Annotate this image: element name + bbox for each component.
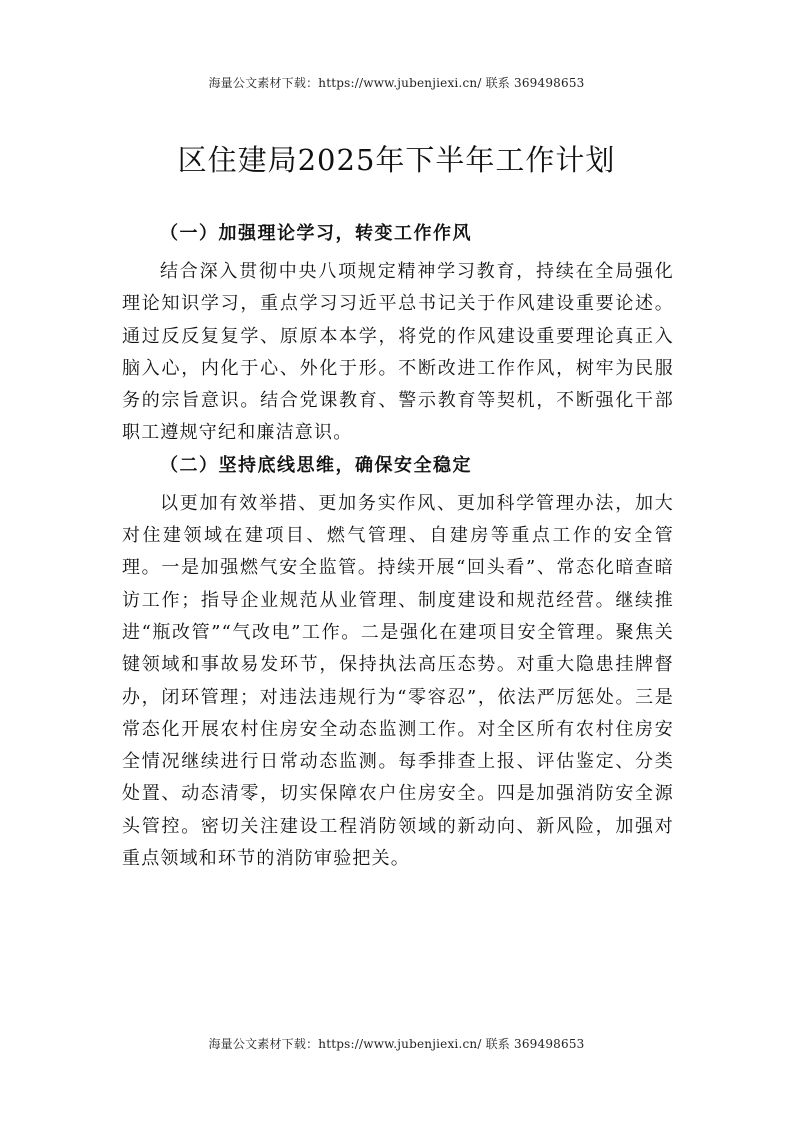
page-header: 海量公文素材下载：https://www.jubenjiexi.cn/ 联系 369498653 bbox=[208, 76, 585, 90]
section-heading-1: （一）加强理论学习，转变工作作风 bbox=[160, 223, 472, 244]
page-footer: 海量公文素材下载：https://www.jubenjiexi.cn/ 联系 369498653 bbox=[208, 1037, 585, 1051]
document-title: 区住建局2025年下半年工作计划 bbox=[177, 143, 616, 177]
section-paragraph-2: 以更加有效举措、更加务实作风、更加科学管理办法，加大对住建领域在建项目、燃气管理、自建房等重点工作的安全管理。一是加强燃气安全监管。持续开展“回头看”、常态化暗查暗访工作；指导企业规范从业管理、制度建设和规范经营。继续推进“瓶改管”“气改电”工作。二是强化在建项目安全管理。聚焦关键领域和事故易发环节，保持执法高压态势。对重大隐患挂牌督办，闭环管理；对违法违规行为“零容忍”，依法严厉惩处。三是常态化开展农村住房安全动态监测工作。对全区所有农村住房安全情况继续进行日常动态监测。每季排查上报、评估鉴定、分类处置、动态清零，切实保障农户住房安全。四是加强消防安全源头管控。密切关注建设工程消防领域的新动向、新风险，加强对重点领域和环节的消防审验把关。 bbox=[122, 492, 674, 870]
section-heading-2: （二）坚持底线思维，确保安全稳定 bbox=[160, 454, 472, 476]
document-body bbox=[122, 218, 674, 875]
section-paragraph-1: 结合深入贯彻中央八项规定精神学习教育，持续在全局强化理论知识学习，重点学习习近平总书记关于作风建设重要论述。通过反反复复学、原原本本学，将党的作风建设重要理论真正入脑入心，内化于心、外化于形。不断改进工作作风，树牢为民服务的宗旨意识。结合党课教育、警示教育等契机，不断强化干部职工遵规守纪和廉洁意识。 bbox=[122, 261, 674, 444]
